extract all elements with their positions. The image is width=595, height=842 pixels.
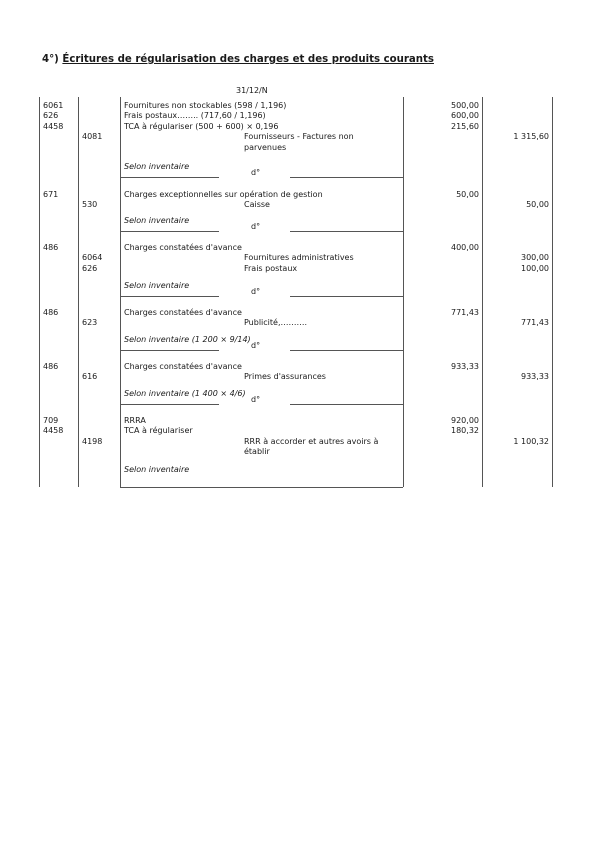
entry-label: Charges constatées d'avance [124, 362, 242, 371]
debit-amount: 920,00 [451, 416, 479, 425]
debit-account: 4458 [43, 426, 64, 436]
debit-account: 626 [43, 111, 59, 121]
debit-amount: 600,00 [451, 111, 479, 121]
ditto-mark: d° [251, 395, 261, 404]
debit-amount: 500,00 [451, 101, 479, 110]
entry-note: Selon inventaire [124, 162, 190, 171]
credit-account: 530 [82, 200, 98, 210]
entry-note: Selon inventaire [124, 465, 190, 474]
ditto-mark: d° [251, 287, 261, 296]
journal-rule-left [39, 97, 40, 487]
entry-label-credit: Frais postaux [244, 263, 298, 273]
entry-separator [290, 296, 403, 297]
entry-separator [290, 231, 403, 232]
entry-label-credit: Fournitures administratives [244, 253, 354, 263]
page-title: 4°) Écritures de régularisation des charges et des produits courants [42, 54, 434, 65]
entry-note: Selon inventaire (1 400 × 4/6) [124, 389, 246, 398]
entry-label: RRRA [124, 416, 146, 425]
entry-separator [120, 350, 219, 351]
credit-amount: 50,00 [526, 200, 549, 210]
debit-account: 6061 [43, 101, 64, 110]
entry-label-credit: Publicité,………. [244, 318, 308, 328]
entry-label: TCA à régulariser (500 + 600) × 0,196 [124, 121, 279, 131]
entry-separator [290, 350, 403, 351]
credit-amount: 771,43 [521, 318, 549, 328]
journal-bottom-line [120, 487, 403, 488]
entry-label: Frais postaux…….. (717,60 / 1,196) [124, 111, 266, 121]
credit-amount: 1 100,32 [513, 436, 549, 446]
journal-date: 31/12/N [236, 86, 268, 95]
entry-separator [120, 177, 219, 178]
journal-rule-debit-acct [78, 97, 79, 487]
debit-amount: 180,32 [451, 426, 479, 436]
journal-rule-amounts [482, 97, 483, 487]
debit-account: 486 [43, 362, 59, 371]
entry-label: Charges exceptionnelles sur opération de gestion [124, 190, 323, 199]
entry-label: Fournitures non stockables (598 / 1,196) [124, 101, 287, 110]
journal-rule-label-left [120, 97, 121, 487]
entry-label-credit: Fournisseurs - Factures non [244, 132, 354, 142]
debit-account: 4458 [43, 121, 64, 131]
debit-account: 671 [43, 190, 59, 199]
credit-amount: 300,00 [521, 253, 549, 263]
credit-account: 616 [82, 372, 98, 382]
debit-account: 709 [43, 416, 59, 425]
entry-separator [120, 296, 219, 297]
entry-label-credit: établir [244, 447, 270, 457]
entry-label-credit: Primes d'assurances [244, 372, 326, 382]
ditto-mark: d° [251, 341, 261, 350]
debit-amount: 215,60 [451, 121, 479, 131]
credit-amount: 1 315,60 [513, 132, 549, 142]
debit-account: 486 [43, 243, 59, 252]
entry-separator [120, 404, 219, 405]
entry-label-credit: Caisse [244, 200, 270, 210]
entry-separator [290, 404, 403, 405]
ditto-mark: d° [251, 222, 261, 231]
debit-account: 486 [43, 308, 59, 317]
entry-label: Charges constatées d'avance [124, 308, 242, 317]
credit-amount: 933,33 [521, 372, 549, 382]
credit-account: 626 [82, 263, 98, 273]
credit-account: 4081 [82, 132, 103, 142]
debit-amount: 933,33 [451, 362, 479, 371]
debit-amount: 771,43 [451, 308, 479, 317]
entry-label: Charges constatées d'avance [124, 243, 242, 252]
entry-label: TCA à régulariser [124, 426, 193, 436]
credit-account: 623 [82, 318, 98, 328]
entry-label-credit: parvenues [244, 142, 287, 152]
credit-amount: 100,00 [521, 263, 549, 273]
credit-account: 4198 [82, 436, 103, 446]
debit-amount: 400,00 [451, 243, 479, 252]
entry-note: Selon inventaire (1 200 × 9/14) [124, 335, 251, 344]
credit-account: 6064 [82, 253, 103, 263]
entry-separator [120, 231, 219, 232]
debit-amount: 50,00 [456, 190, 479, 199]
journal-rule-right [552, 97, 553, 487]
entry-separator [290, 177, 403, 178]
ditto-mark: d° [251, 168, 261, 177]
entry-note: Selon inventaire [124, 216, 190, 225]
entry-note: Selon inventaire [124, 281, 190, 290]
entry-label-credit: RRR à accorder et autres avoirs à [244, 436, 379, 446]
